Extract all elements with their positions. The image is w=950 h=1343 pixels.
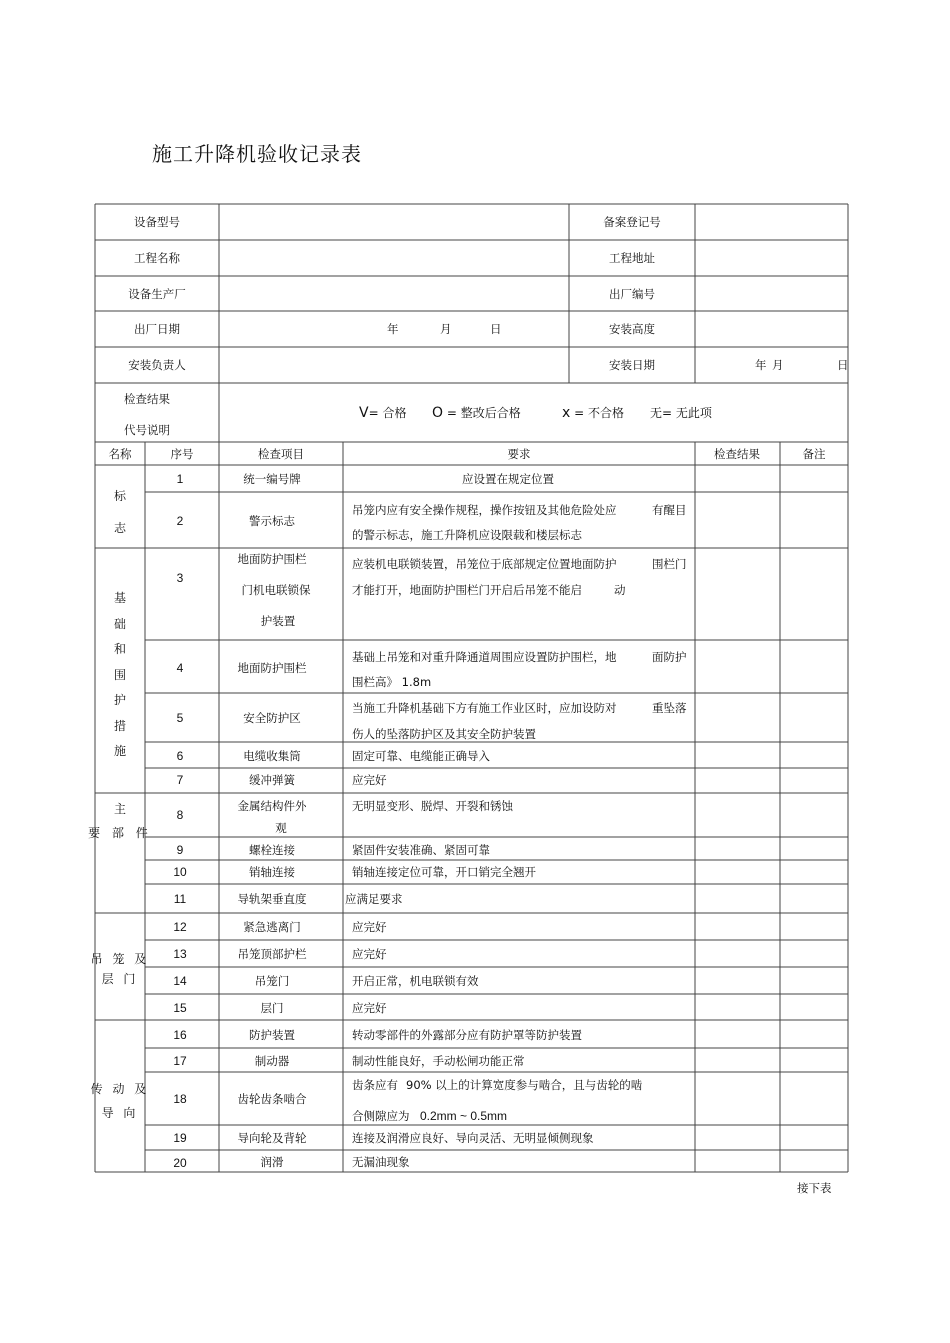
col-item: 检查项目 xyxy=(258,447,304,461)
row-10-req: 销轴连接定位可靠，开口销完全翘开 xyxy=(352,865,536,879)
row-3-item-3: 护装置 xyxy=(260,614,296,628)
row-11-item: 导轨架垂直度 xyxy=(237,892,307,906)
label-project-address: 工程地址 xyxy=(609,251,655,265)
col-name: 名称 xyxy=(108,447,132,461)
row-3-item-2: 门机电联锁保 xyxy=(241,583,311,597)
label-mfg-date: 出厂日期 xyxy=(134,322,180,336)
row-18-req-2: 90% 以上的计算宽度参与啮合，且与齿轮的啮 xyxy=(406,1078,643,1092)
row-4-req-1: 基础上吊笼和对重升降通道周围应设置防护围栏，地 xyxy=(352,650,617,664)
row-6-req: 固定可靠、电缆能正确导入 xyxy=(352,749,490,763)
row-18-req-4: 0.2mm ~ 0.5mm xyxy=(420,1109,508,1123)
row-13-no: 13 xyxy=(173,947,187,961)
row-20-no: 20 xyxy=(173,1156,187,1170)
row-9-item: 螺栓连接 xyxy=(249,843,295,857)
row-16-item: 防护装置 xyxy=(249,1028,295,1042)
row-3-req-3: 才能打开，地面防护围栏门开启后吊笼不能启 xyxy=(352,583,582,597)
row-2-req-3: 的警示标志，施工升降机应设限载和楼层标志 xyxy=(352,528,582,542)
row-3-item-1: 地面防护围栏 xyxy=(237,552,307,566)
row-3-req-1: 应装机电联锁装置，吊笼位于底部规定位置地面防护 xyxy=(352,557,617,571)
row-8-item-1: 金属结构件外 xyxy=(237,799,307,813)
group-main-parts-2: 要 部 件 xyxy=(88,826,152,840)
group-drive-2: 导 向 xyxy=(101,1106,139,1120)
row-18-item: 齿轮齿条啮合 xyxy=(237,1092,307,1106)
row-18-req-3: 合侧隙应为 xyxy=(352,1109,410,1123)
legend-pass: V= 合格 xyxy=(359,405,407,421)
row-13-req: 应完好 xyxy=(352,947,387,961)
row-9-no: 9 xyxy=(176,843,184,857)
group-signs: 标志 xyxy=(113,489,126,535)
label-model: 设备型号 xyxy=(134,215,180,229)
row-13-item: 吊笼顶部护栏 xyxy=(237,947,307,961)
row-17-req: 制动性能良好，手动松闸功能正常 xyxy=(352,1054,525,1068)
group-foundation: 基础和围护措施 xyxy=(113,591,126,758)
row-18-req-1: 齿条应有 xyxy=(352,1078,398,1092)
row-15-no: 15 xyxy=(173,1001,187,1015)
row-2-item: 警示标志 xyxy=(249,514,295,528)
mfg-date-year: 年 xyxy=(387,322,399,336)
label-manufacturer: 设备生产厂 xyxy=(128,287,186,301)
row-5-no: 5 xyxy=(176,711,184,725)
footer-continued: 接下表 xyxy=(797,1181,832,1195)
row-4-req-2: 面防护 xyxy=(652,650,687,664)
row-14-item: 吊笼门 xyxy=(254,974,290,988)
row-5-req-3: 伤人的坠落防护区及其安全防护装置 xyxy=(352,727,536,741)
col-requirement: 要求 xyxy=(507,447,531,461)
row-12-no: 12 xyxy=(173,920,187,934)
group-cage-1: 吊 笼 及 xyxy=(90,952,150,966)
row-14-no: 14 xyxy=(173,974,187,988)
row-11-req: 应满足要求 xyxy=(345,892,403,906)
page-title: 施工升降机验收记录表 xyxy=(152,142,362,166)
row-11-no: 11 xyxy=(173,892,187,906)
row-8-req: 无明显变形、脱焊、开裂和锈蚀 xyxy=(352,799,513,813)
row-16-no: 16 xyxy=(173,1028,187,1042)
legend-na: 无= 无此项 xyxy=(650,406,712,420)
col-seq: 序号 xyxy=(170,447,194,461)
row-19-req: 连接及润滑应良好、导向灵活、无明显倾侧现象 xyxy=(352,1131,594,1145)
row-12-item: 紧急逃离门 xyxy=(243,920,301,934)
row-12-req: 应完好 xyxy=(352,920,387,934)
row-1-no: 1 xyxy=(176,472,184,486)
install-date-month: 月 xyxy=(772,358,784,372)
row-14-req: 开启正常，机电联锁有效 xyxy=(352,974,479,988)
install-date-day: 日 xyxy=(837,358,849,372)
mfg-date-month: 月 xyxy=(440,322,452,336)
row-3-no: 3 xyxy=(176,571,184,585)
row-1-req: 应设置在规定位置 xyxy=(462,472,554,486)
row-20-req: 无漏油现象 xyxy=(352,1155,410,1169)
row-8-no: 8 xyxy=(176,808,184,822)
row-15-req: 应完好 xyxy=(352,1001,387,1015)
mfg-date-day: 日 xyxy=(490,322,502,336)
col-result: 检查结果 xyxy=(714,447,760,461)
legend-fail: x = 不合格 xyxy=(562,405,624,421)
row-16-req: 转动零部件的外露部分应有防护罩等防护装置 xyxy=(352,1028,582,1042)
label-project-name: 工程名称 xyxy=(134,251,180,265)
label-install-date: 安装日期 xyxy=(609,358,655,372)
row-18-no: 18 xyxy=(173,1092,187,1106)
label-code-1: 检查结果 xyxy=(124,392,170,406)
row-5-req-2: 重坠落 xyxy=(652,701,687,715)
row-2-req-1: 吊笼内应有安全操作规程，操作按钮及其他危险处应 xyxy=(352,503,617,517)
row-19-no: 19 xyxy=(173,1131,187,1145)
row-4-item: 地面防护围栏 xyxy=(237,661,307,675)
row-6-no: 6 xyxy=(176,749,184,763)
row-2-no: 2 xyxy=(176,514,184,528)
row-10-item: 销轴连接 xyxy=(249,865,295,879)
row-5-item: 安全防护区 xyxy=(243,711,301,725)
row-5-req-1: 当施工升降机基础下方有施工作业区时，应加设防对 xyxy=(352,701,617,715)
label-serial-no: 出厂编号 xyxy=(609,287,655,301)
group-drive-1: 传 动 及 xyxy=(90,1082,150,1096)
label-record-no: 备案登记号 xyxy=(603,215,661,229)
label-code-2: 代号说明 xyxy=(124,423,170,437)
row-9-req: 紧固件安装准确、紧固可靠 xyxy=(352,843,490,857)
label-install-manager: 安装负责人 xyxy=(128,358,186,372)
row-15-item: 层门 xyxy=(260,1001,284,1015)
row-17-no: 17 xyxy=(173,1054,187,1068)
row-6-item: 电缆收集筒 xyxy=(243,749,301,763)
row-17-item: 制动器 xyxy=(254,1054,290,1068)
row-19-item: 导向轮及背轮 xyxy=(237,1131,307,1145)
row-7-item: 缓冲弹簧 xyxy=(249,773,295,787)
row-7-no: 7 xyxy=(176,773,184,787)
row-4-no: 4 xyxy=(176,661,184,675)
row-3-req-4: 动 xyxy=(614,583,626,597)
label-install-height: 安装高度 xyxy=(609,322,655,336)
row-7-req: 应完好 xyxy=(352,773,387,787)
row-1-item: 统一编号牌 xyxy=(243,472,301,486)
group-cage-2: 层 门 xyxy=(101,972,139,986)
row-3-req-2: 围栏门 xyxy=(652,557,687,571)
install-date-year: 年 xyxy=(755,358,767,372)
col-remark: 备注 xyxy=(802,447,826,461)
row-4-req-3: 围栏高》 1.8m xyxy=(352,675,432,689)
row-10-no: 10 xyxy=(173,865,187,879)
row-20-item: 润滑 xyxy=(260,1155,284,1169)
row-2-req-2: 有醒目 xyxy=(652,503,687,517)
group-main-parts-1: 主 xyxy=(113,802,127,816)
legend-fixed-pass: O = 整改后合格 xyxy=(432,405,521,421)
row-8-item-2: 观 xyxy=(275,821,287,835)
